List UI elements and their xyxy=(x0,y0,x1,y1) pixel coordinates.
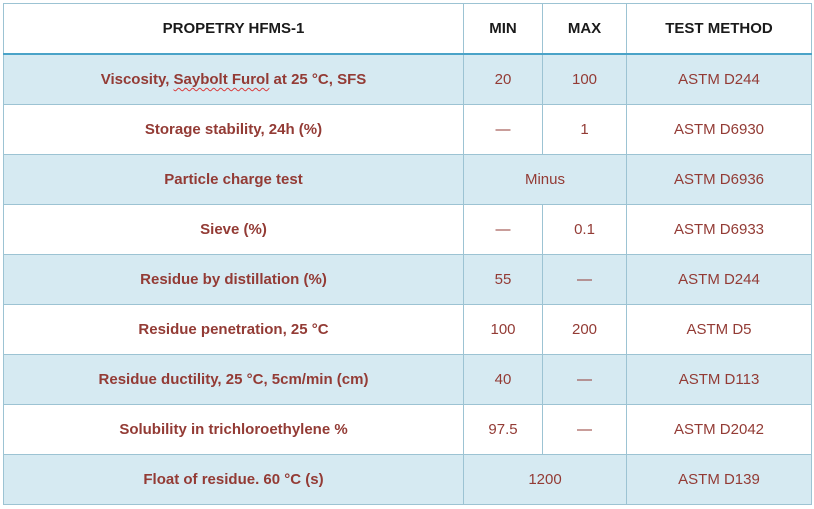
test-method-cell: ASTM D139 xyxy=(627,455,812,505)
max-cell: — xyxy=(543,355,627,405)
test-method-cell: ASTM D6930 xyxy=(627,105,812,155)
test-method-cell: ASTM D6936 xyxy=(627,155,812,205)
test-method-cell: ASTM D113 xyxy=(627,355,812,405)
merged-value-cell: 1200 xyxy=(464,455,627,505)
min-cell: 20 xyxy=(464,54,543,105)
min-cell: 55 xyxy=(464,255,543,305)
min-cell: — xyxy=(464,205,543,255)
max-cell: 200 xyxy=(543,305,627,355)
min-cell: 100 xyxy=(464,305,543,355)
header-min: MIN xyxy=(464,4,543,55)
property-cell: Residue ductility, 25 °C, 5cm/min (cm) xyxy=(4,355,464,405)
min-cell: — xyxy=(464,105,543,155)
table-row xyxy=(4,205,812,255)
property-cell: Residue by distillation (%) xyxy=(4,255,464,305)
specification-table xyxy=(3,3,812,505)
table-row xyxy=(4,305,812,355)
spellcheck-flagged-text: Saybolt Furol xyxy=(173,71,270,88)
property-cell: Float of residue. 60 °C (s) xyxy=(4,455,464,505)
property-cell: Sieve (%) xyxy=(4,205,464,255)
max-cell: 100 xyxy=(543,54,627,105)
merged-value-cell: Minus xyxy=(464,155,627,205)
table-row xyxy=(4,54,812,105)
table-row xyxy=(4,155,812,205)
property-cell: Particle charge test xyxy=(4,155,464,205)
property-cell: Storage stability, 24h (%) xyxy=(4,105,464,155)
max-cell: — xyxy=(543,255,627,305)
header-test-method: TEST METHOD xyxy=(627,4,812,55)
test-method-cell: ASTM D6933 xyxy=(627,205,812,255)
min-cell: 97.5 xyxy=(464,405,543,455)
property-cell: Solubility in trichloroethylene % xyxy=(4,405,464,455)
max-cell: — xyxy=(543,405,627,455)
test-method-cell: ASTM D244 xyxy=(627,255,812,305)
test-method-cell: ASTM D2042 xyxy=(627,405,812,455)
header-max: MAX xyxy=(543,4,627,55)
max-cell: 0.1 xyxy=(543,205,627,255)
property-text-part: Viscosity, xyxy=(100,71,174,88)
property-cell xyxy=(4,54,464,105)
min-cell: 40 xyxy=(464,355,543,405)
max-cell: 1 xyxy=(543,105,627,155)
table-row xyxy=(4,455,812,505)
header-property: PROPETRY HFMS-1 xyxy=(4,4,464,55)
test-method-cell: ASTM D5 xyxy=(627,305,812,355)
table-row xyxy=(4,355,812,405)
test-method-cell: ASTM D244 xyxy=(627,54,812,105)
property-text-part: at 25 °C, SFS xyxy=(269,71,367,88)
table-row xyxy=(4,105,812,155)
table-row xyxy=(4,405,812,455)
header-row xyxy=(4,4,812,55)
table-row xyxy=(4,255,812,305)
property-cell: Residue penetration, 25 °C xyxy=(4,305,464,355)
